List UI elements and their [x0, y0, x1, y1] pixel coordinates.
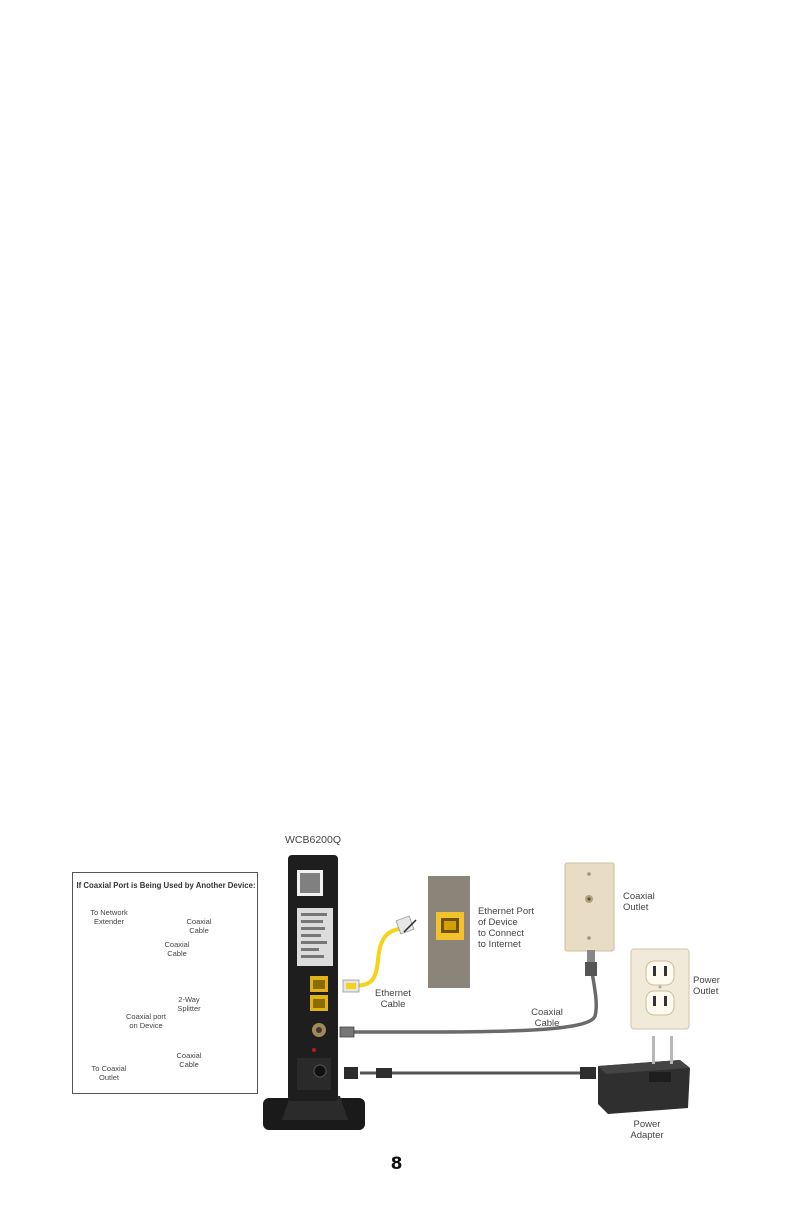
label-to-network-extender: To Network Extender	[90, 908, 128, 926]
ethernet-cable	[343, 916, 416, 992]
coaxial-wall-outlet	[565, 863, 614, 951]
network-extender-device	[263, 855, 365, 1130]
label-coaxial-outlet: Coaxial Outlet	[623, 891, 655, 913]
label-coaxial-cable-mid: Coaxial Cable	[164, 940, 190, 958]
label-coaxial-cable-bottom: Coaxial Cable	[176, 1051, 202, 1069]
label-ethernet-cable: Ethernet Cable	[375, 988, 411, 1010]
device-ethernet-port-panel	[428, 876, 470, 988]
device-model-label: WCB6200Q	[284, 834, 342, 846]
label-power-adapter: Power Adapter	[630, 1119, 664, 1141]
label-to-coaxial-outlet: To Coaxial Outlet	[91, 1064, 127, 1082]
label-power-outlet: Power Outlet	[693, 975, 720, 997]
label-2-way-splitter: 2-Way Splitter	[177, 995, 201, 1013]
label-ethernet-port: Ethernet Port of Device to Connect to Internet	[478, 906, 534, 950]
label-coaxial-port-on-device: Coaxial port on Device	[125, 1012, 167, 1030]
inset-title: If Coaxial Port is Being Used by Another Device:	[76, 881, 256, 890]
label-coaxial-cable: Coaxial Cable	[531, 1007, 563, 1029]
label-coaxial-cable-top: Coaxial Cable	[186, 917, 212, 935]
page-number: 8	[390, 1154, 403, 1174]
splitter-inset	[72, 872, 258, 1094]
power-adapter	[344, 1036, 690, 1114]
power-wall-outlet	[631, 949, 689, 1029]
